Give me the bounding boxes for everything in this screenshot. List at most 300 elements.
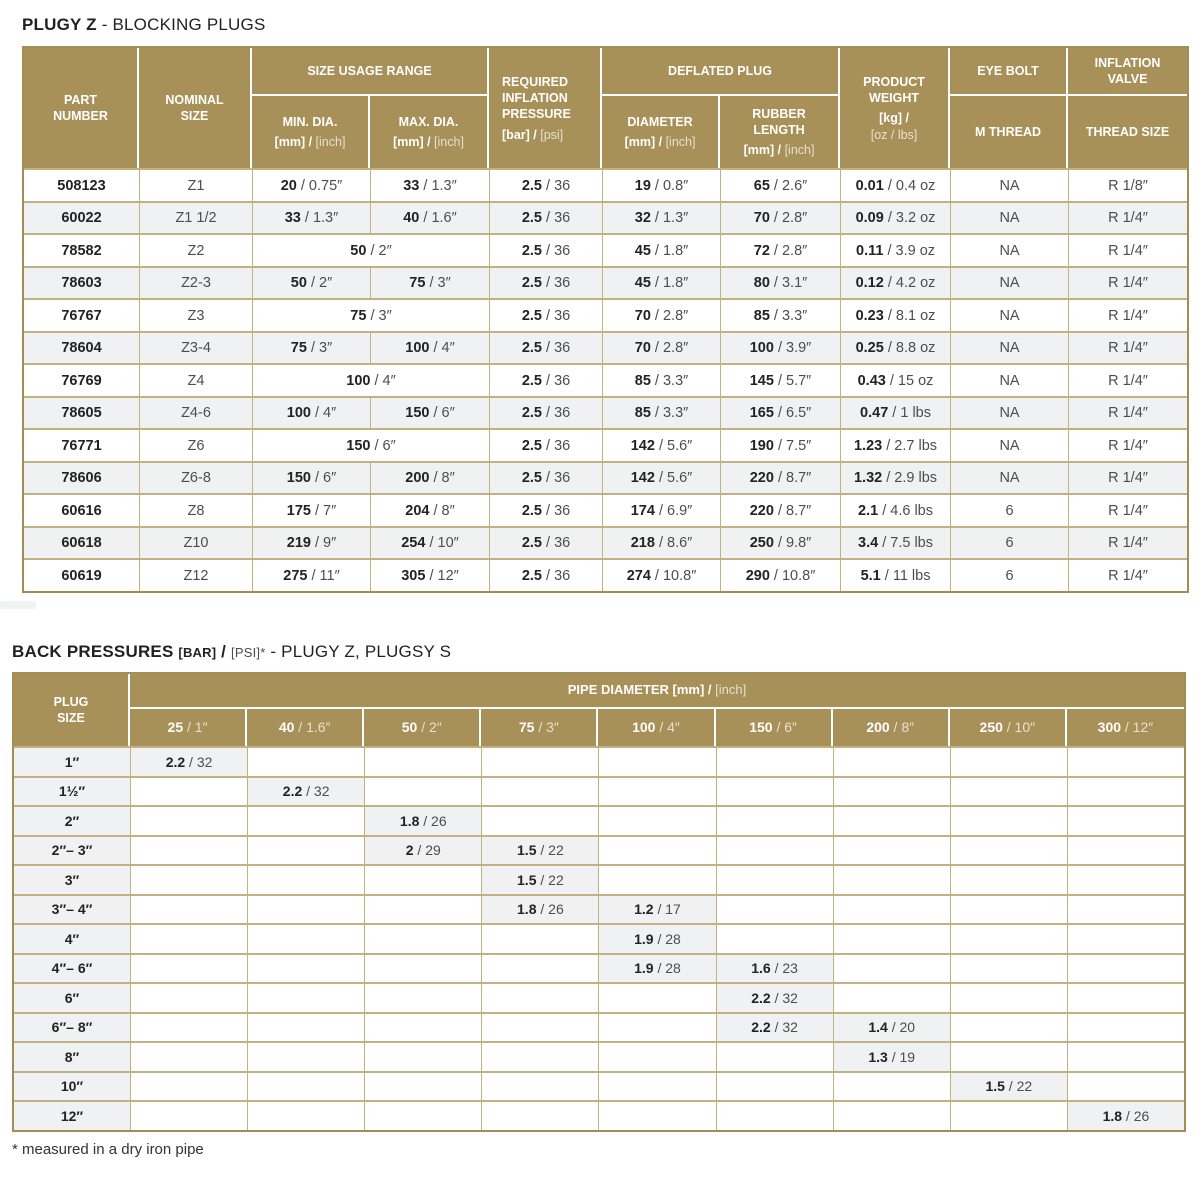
min-dia-cell: [252, 396, 370, 429]
empty-cell: [598, 864, 715, 894]
empty-cell: [1067, 835, 1184, 865]
cell-value: NA: [999, 210, 1020, 226]
cell-value: 4″– 6″: [51, 960, 93, 977]
cell-value-unit: / 0.4 oz: [883, 177, 936, 194]
cell-value: R 1/8″: [1108, 177, 1148, 194]
cell-value-unit: / 36: [541, 437, 571, 454]
weight-unit-oz-lbs: [oz / lbs]: [870, 127, 918, 142]
nominal-size-cell: [139, 396, 252, 429]
cell-value-unit: / 8.7″: [773, 502, 812, 519]
valve-thread-cell: [1068, 168, 1187, 201]
required-pressure-units: [502, 127, 596, 143]
empty-cell: [950, 864, 1067, 894]
footnote: * measured in a dry iron pipe: [12, 1140, 204, 1158]
empty-cell: [130, 1041, 247, 1071]
column-header-inch: / 8″: [889, 719, 915, 736]
cell-value-unit: / 32: [770, 1019, 798, 1036]
cell-value-bold: 274: [626, 567, 651, 584]
max-dia-header: [370, 96, 489, 168]
cell-value: NA: [999, 437, 1020, 454]
weight-cell: [840, 266, 950, 299]
weight-cell: [840, 428, 950, 461]
table2-title-psi-unit: [PSI]*: [231, 644, 266, 660]
empty-cell: [481, 746, 598, 776]
empty-cell: [716, 1100, 833, 1130]
cell-value: 6″: [64, 989, 80, 1006]
empty-cell: [950, 953, 1067, 983]
cell-value-bold: 165: [749, 405, 774, 421]
diameter-units: [606, 134, 714, 150]
cell-value-bold: 220: [749, 470, 774, 486]
empty-cell: [247, 1012, 364, 1042]
empty-cell: [598, 982, 715, 1012]
cell-value-unit: / 28: [653, 930, 681, 947]
cell-value-unit: / 3.3″: [650, 405, 689, 421]
cell-value-bold: 1.9: [634, 960, 654, 977]
unit-inch: [inch]: [784, 143, 815, 158]
empty-cell: [1067, 864, 1184, 894]
cell-value-unit: / 6″: [310, 470, 337, 486]
unit-mm: [mm] /: [743, 143, 782, 158]
cell-value-bold: 75: [350, 307, 367, 324]
cell-value-unit: / 10.8″: [769, 567, 816, 584]
cell-value: R 1/4″: [1108, 502, 1148, 519]
empty-cell: [364, 923, 481, 953]
cell-value-unit: / 1 lbs: [888, 405, 931, 421]
pipe-diameter-column-header: [481, 709, 598, 746]
back-pressure-cell: [247, 776, 364, 806]
cell-value-bold: 40: [403, 210, 420, 226]
cell-value-unit: / 2.8″: [769, 242, 808, 259]
cell-value-bold: 5.1: [860, 567, 881, 584]
empty-cell: [130, 805, 247, 835]
cell-value-bold: 50: [350, 242, 367, 259]
max-dia-cell: [370, 266, 489, 299]
column-header-inch: / 12″: [1121, 719, 1154, 736]
part-number-cell: [24, 428, 139, 461]
table-row: [24, 363, 1187, 396]
product-weight-label: PRODUCT WEIGHT: [863, 74, 925, 105]
weight-unit-kg: [kg] /: [879, 111, 909, 126]
empty-cell: [833, 894, 950, 924]
table-row: [24, 396, 1187, 429]
cell-value-bold: 0.43: [857, 372, 886, 389]
cell-value-unit: / 10″: [425, 535, 459, 551]
rubber-length-cell: [720, 461, 840, 494]
cell-value-unit: / 8.8 oz: [883, 340, 936, 356]
empty-cell: [364, 746, 481, 776]
eye-bolt-cell: [950, 331, 1068, 364]
cell-value-unit: / 36: [541, 372, 571, 389]
plug-size-cell: [14, 776, 130, 806]
table-row: [14, 746, 1184, 776]
cell-value: R 1/4″: [1108, 340, 1148, 356]
deflated-diameter-cell: [602, 461, 720, 494]
table-row: [14, 1100, 1184, 1130]
empty-cell: [950, 923, 1067, 953]
cell-value-unit: / 2″: [366, 242, 392, 259]
valve-thread-cell: [1068, 233, 1187, 266]
empty-cell: [950, 894, 1067, 924]
back-pressure-cell: [716, 1012, 833, 1042]
cell-value-bold: 1.2: [634, 901, 654, 918]
cell-value-bold: 2.5: [521, 340, 542, 356]
empty-cell: [950, 1100, 1067, 1130]
cell-value-unit: / 5.7″: [773, 372, 812, 389]
column-header-mm: 25: [167, 719, 184, 736]
cell-value: 12″: [60, 1107, 84, 1124]
pipe-diameter-label: PIPE DIAMETER [mm] /: [567, 682, 712, 698]
cell-value: Z6: [187, 437, 205, 454]
cell-value-unit: / 4.6 lbs: [878, 502, 933, 519]
empty-cell: [950, 982, 1067, 1012]
cell-value: 60022: [61, 210, 102, 226]
plug-size-header: [14, 674, 130, 746]
rubber-length-cell: [720, 558, 840, 591]
cell-value: Z4: [187, 372, 205, 389]
plugy-z-table-header: [24, 48, 1187, 168]
cell-value-bold: 2.2: [751, 989, 771, 1006]
pipe-diameter-column-header: [716, 709, 833, 746]
max-dia-cell: [370, 526, 489, 559]
deflated-diameter-cell: [602, 428, 720, 461]
max-dia-label: MAX. DIA.: [398, 115, 459, 129]
plug-size-cell: [14, 746, 130, 776]
back-pressures-table-body: [14, 746, 1184, 1130]
cell-value-bold: 145: [749, 372, 774, 389]
empty-cell: [364, 953, 481, 983]
cell-value-bold: 275: [283, 567, 308, 584]
valve-thread-cell: [1068, 493, 1187, 526]
scan-artifact: [0, 601, 36, 609]
empty-cell: [950, 1012, 1067, 1042]
eye-bolt-cell: [950, 493, 1068, 526]
rubber-length-cell: [720, 526, 840, 559]
empty-cell: [833, 1071, 950, 1101]
cell-value-unit: / 26: [1122, 1107, 1150, 1124]
cell-value: 60616: [61, 502, 102, 519]
cell-value-unit: / 2″: [306, 275, 333, 291]
cell-value-bold: 100: [286, 405, 311, 421]
cell-value-unit: / 36: [541, 242, 571, 259]
cell-value-bold: 2.5: [521, 307, 542, 324]
empty-cell: [833, 953, 950, 983]
cell-value: R 1/4″: [1108, 210, 1148, 226]
cell-value-unit: / 1.3″: [300, 210, 339, 226]
rubber-length-cell: [720, 493, 840, 526]
empty-cell: [364, 1012, 481, 1042]
cell-value-unit: / 3.1″: [769, 275, 808, 291]
min-dia-cell: [252, 493, 370, 526]
eye-bolt-cell: [950, 428, 1068, 461]
cell-value-unit: / 8″: [429, 470, 455, 486]
cell-value-unit: / 36: [541, 470, 571, 486]
cell-value-bold: 70: [634, 340, 651, 356]
cell-value-bold: 174: [630, 502, 655, 519]
pressure-cell: [489, 363, 602, 396]
nominal-size-cell: [139, 526, 252, 559]
empty-cell: [130, 776, 247, 806]
eye-bolt-cell: [950, 363, 1068, 396]
empty-cell: [247, 923, 364, 953]
cell-value-unit: / 2.7 lbs: [882, 437, 938, 454]
cell-value-unit: / 3.3″: [769, 307, 808, 324]
cell-value-bold: 2.5: [521, 470, 542, 486]
part-number-cell: [24, 298, 139, 331]
cell-value-unit: / 36: [541, 307, 571, 324]
pipe-diameter-column-header: [950, 709, 1067, 746]
thread-size-header: THREAD SIZE: [1068, 96, 1187, 168]
back-pressure-cell: [1067, 1100, 1184, 1130]
empty-cell: [130, 923, 247, 953]
cell-value-unit: / 12″: [425, 567, 459, 584]
cell-value-unit: / 1.8″: [650, 242, 689, 259]
eye-bolt-cell: [950, 526, 1068, 559]
cell-value: 2″– 3″: [51, 842, 93, 859]
cell-value: 3″– 4″: [51, 901, 93, 918]
cell-value-unit: / 2.8″: [650, 340, 689, 356]
eye-bolt-cell: [950, 298, 1068, 331]
cell-value-unit: / 3″: [425, 275, 451, 291]
deflated-diameter-cell: [602, 233, 720, 266]
cell-value-bold: 218: [630, 535, 655, 551]
cell-value-bold: 19: [634, 177, 651, 194]
back-pressure-cell: [364, 805, 481, 835]
empty-cell: [833, 835, 950, 865]
empty-cell: [364, 982, 481, 1012]
table-row: [14, 1071, 1184, 1101]
cell-value-bold: 2.5: [521, 567, 542, 584]
column-header-inch: / 6″: [772, 719, 797, 736]
eye-bolt-cell: [950, 168, 1068, 201]
plug-size-cell: [14, 894, 130, 924]
column-header-inch: / 10″: [1002, 719, 1036, 736]
cell-value-bold: 80: [753, 275, 770, 291]
part-number-cell: [24, 331, 139, 364]
pipe-diameter-column-header: [130, 709, 247, 746]
rubber-length-cell: [720, 168, 840, 201]
cell-value-bold: 219: [286, 535, 311, 551]
cell-value: Z10: [183, 535, 209, 551]
unit-inch: [inch]: [434, 135, 464, 150]
cell-value: 3″: [64, 871, 80, 888]
max-dia-cell: [370, 168, 489, 201]
empty-cell: [598, 1071, 715, 1101]
cell-value-bold: 72: [753, 242, 770, 259]
cell-value-bold: 1.32: [853, 470, 883, 486]
part-number-cell: [24, 201, 139, 234]
deflated-diameter-cell: [602, 331, 720, 364]
cell-value-bold: 45: [634, 242, 651, 259]
table-row: [24, 233, 1187, 266]
cell-value-bold: 2.5: [521, 275, 542, 291]
cell-value-unit: / 3.9 oz: [883, 242, 936, 259]
cell-value-unit: / 20: [887, 1019, 916, 1036]
cell-value-unit: / 4″: [370, 372, 396, 389]
cell-value-unit: / 0.75″: [296, 177, 343, 194]
eye-bolt-cell: [950, 396, 1068, 429]
cell-value: 76771: [61, 437, 102, 454]
weight-cell: [840, 331, 950, 364]
nominal-size-cell: [139, 493, 252, 526]
cell-value: Z3: [187, 307, 205, 324]
empty-cell: [247, 1100, 364, 1130]
cell-value: NA: [999, 275, 1020, 291]
pressure-cell: [489, 461, 602, 494]
table-row: [24, 526, 1187, 559]
m-thread-header: M THREAD: [950, 96, 1068, 168]
pressure-cell: [489, 526, 602, 559]
column-header-mm: 50: [401, 719, 418, 736]
part-number-cell: [24, 461, 139, 494]
empty-cell: [1067, 746, 1184, 776]
empty-cell: [950, 1041, 1067, 1071]
cell-value-unit: / 32: [185, 753, 213, 770]
nominal-size-cell: [139, 233, 252, 266]
cell-value-bold: 175: [286, 502, 311, 519]
min-dia-cell: [252, 201, 370, 234]
unit-inch: [inch]: [315, 135, 346, 150]
empty-cell: [481, 805, 598, 835]
weight-cell: [840, 493, 950, 526]
size-range-cell: [252, 363, 489, 396]
cell-value-bold: 70: [753, 210, 770, 226]
empty-cell: [247, 982, 364, 1012]
cell-value-bold: 100: [749, 340, 774, 356]
cell-value: Z12: [183, 567, 209, 584]
min-dia-label: MIN. DIA.: [282, 115, 338, 129]
column-header-mm: 200: [866, 719, 890, 736]
cell-value-bold: 0.12: [855, 275, 884, 291]
empty-cell: [598, 835, 715, 865]
cell-value-bold: 0.25: [855, 340, 884, 356]
empty-cell: [481, 1071, 598, 1101]
weight-cell: [840, 201, 950, 234]
cell-value-unit: / 4″: [310, 405, 337, 421]
empty-cell: [716, 923, 833, 953]
plug-size-cell: [14, 1012, 130, 1042]
empty-cell: [833, 746, 950, 776]
min-dia-cell: [252, 331, 370, 364]
pressure-cell: [489, 558, 602, 591]
weight-cell: [840, 168, 950, 201]
pressure-cell: [489, 233, 602, 266]
table-row: [24, 493, 1187, 526]
table2-title-descriptor: - PLUGY Z, PLUGSY S: [265, 641, 452, 661]
part-number-cell: [24, 396, 139, 429]
weight-cell: [840, 233, 950, 266]
max-dia-cell: [370, 493, 489, 526]
size-usage-range-header: SIZE USAGE RANGE: [252, 48, 489, 96]
part-number-cell: [24, 233, 139, 266]
pipe-diameter-group-row: [14, 674, 1184, 709]
back-pressure-cell: [364, 835, 481, 865]
empty-cell: [247, 1071, 364, 1101]
valve-thread-cell: [1068, 396, 1187, 429]
cell-value: 78604: [61, 340, 102, 356]
deflated-diameter-cell: [602, 396, 720, 429]
plug-size-cell: [14, 1041, 130, 1071]
empty-cell: [247, 894, 364, 924]
empty-cell: [833, 982, 950, 1012]
empty-cell: [481, 982, 598, 1012]
table-row: [14, 953, 1184, 983]
column-header-inch: / 3″: [534, 719, 559, 736]
min-dia-cell: [252, 168, 370, 201]
empty-cell: [598, 1012, 715, 1042]
nominal-size-cell: [139, 461, 252, 494]
table-row: [14, 923, 1184, 953]
cell-value: Z8: [187, 502, 205, 519]
cell-value: 8″: [64, 1048, 80, 1065]
size-range-cell: [252, 428, 489, 461]
cell-value-unit: / 36: [541, 275, 571, 291]
weight-cell: [840, 558, 950, 591]
cell-value-bold: 204: [405, 502, 430, 519]
cell-value-bold: 100: [405, 340, 430, 356]
cell-value-unit: / 22: [536, 842, 564, 859]
deflated-plug-header: DEFLATED PLUG: [602, 48, 840, 96]
column-header-inch: / 1″: [183, 719, 208, 736]
inflation-valve-label: INFLATION VALVE: [1094, 56, 1161, 87]
table-row: [24, 201, 1187, 234]
deflated-diameter-cell: [602, 298, 720, 331]
cell-value: 6″– 8″: [51, 1019, 93, 1036]
cell-value-bold: 2.5: [521, 502, 542, 519]
cell-value: Z3-4: [181, 340, 211, 356]
min-dia-cell: [252, 526, 370, 559]
empty-cell: [1067, 1012, 1184, 1042]
back-pressure-cell: [481, 864, 598, 894]
pressure-cell: [489, 396, 602, 429]
table-row: [24, 266, 1187, 299]
table-row: [24, 331, 1187, 364]
empty-cell: [481, 776, 598, 806]
table-row: [14, 982, 1184, 1012]
empty-cell: [481, 923, 598, 953]
column-header-inch: / 2″: [417, 719, 442, 736]
table2-title: [0, 593, 1200, 672]
min-dia-units: [256, 134, 364, 150]
eye-bolt-cell: [950, 233, 1068, 266]
empty-cell: [833, 776, 950, 806]
cell-value-bold: 1.5: [517, 842, 537, 859]
cell-value-unit: / 6.9″: [654, 502, 693, 519]
cell-value-unit: / 7″: [310, 502, 337, 519]
pressure-cell: [489, 331, 602, 364]
cell-value: Z4-6: [181, 405, 211, 421]
empty-cell: [598, 1041, 715, 1071]
empty-cell: [130, 835, 247, 865]
cell-value: R 1/4″: [1108, 470, 1148, 486]
table-row: [24, 298, 1187, 331]
cell-value: 6: [1005, 502, 1014, 519]
cell-value-bold: 1.8: [517, 901, 537, 918]
cell-value: R 1/4″: [1108, 567, 1148, 584]
cell-value: R 1/4″: [1108, 275, 1148, 291]
empty-cell: [481, 1100, 598, 1130]
size-range-cell: [252, 298, 489, 331]
valve-thread-cell: [1068, 461, 1187, 494]
valve-thread-cell: [1068, 558, 1187, 591]
cell-value-bold: 250: [749, 535, 774, 551]
empty-cell: [833, 805, 950, 835]
empty-cell: [598, 805, 715, 835]
cell-value-unit: / 19: [887, 1048, 916, 1065]
cell-value-bold: 75: [409, 275, 426, 291]
cell-value: R 1/4″: [1108, 242, 1148, 259]
table-row: [14, 805, 1184, 835]
